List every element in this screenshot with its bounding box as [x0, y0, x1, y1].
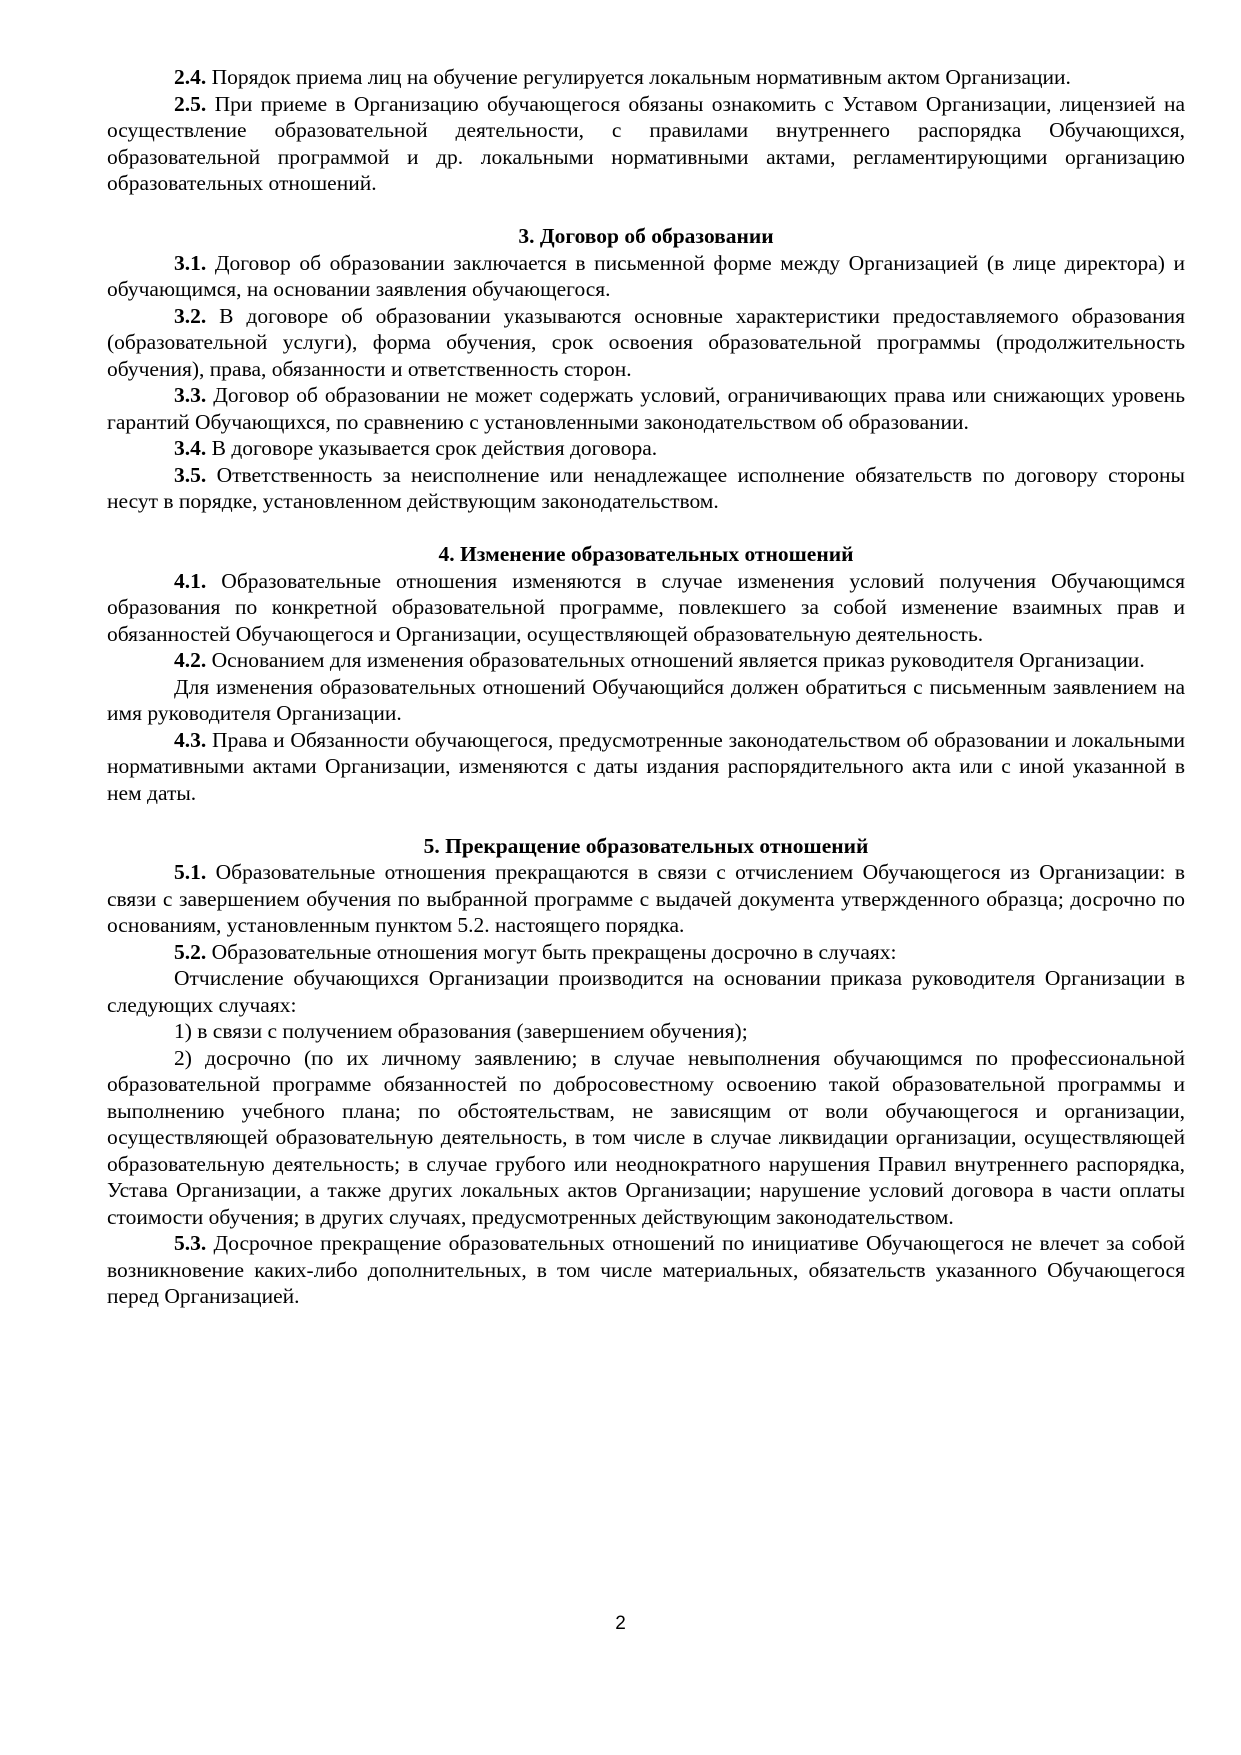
- clause-number: 3.3.: [174, 383, 207, 407]
- paragraph-5-3: [107, 1230, 1185, 1310]
- clause-text: Основанием для изменения образовательных отношений является приказ руководителя Организации.: [206, 648, 1145, 672]
- spacer: [107, 197, 1185, 224]
- clause-text: Досрочное прекращение образовательных отношений по инициативе Обучающегося не влечет за собой возникновение каких-либо дополнительных, в том числе материальных, обязательств указанного Обучающегося перед Организацией.: [107, 1231, 1185, 1308]
- clause-text: Образовательные отношения могут быть прекращены досрочно в случаях:: [206, 939, 897, 964]
- clause-text: Права и Обязанности обучающегося, предусмотренные законодательством об образовании и локальными нормативными актами Организации, изменяются с даты издания распорядительного акта или с иной указанной в нем даты.: [107, 727, 1185, 805]
- page-number: 2: [615, 1613, 626, 1634]
- clause-text: Отчисление обучающихся Организации производится на основании приказа руководителя Организации в следующих случаях:: [107, 966, 1185, 1017]
- clause-text: Для изменения образовательных отношений Обучающийся должен обратиться с письменным заявлением на имя руководителя Организации.: [107, 674, 1185, 725]
- clause-number: 5.3.: [174, 1231, 207, 1255]
- paragraph-3-1: [107, 250, 1185, 303]
- clause-text: 1) в связи с получением образования (завершением обучения);: [174, 1019, 748, 1043]
- paragraph-3-3: [107, 382, 1185, 435]
- clause-number: 5.1.: [174, 860, 207, 884]
- paragraph-2-5: [107, 91, 1185, 197]
- paragraph-4-2-note: [107, 674, 1185, 727]
- section-heading-4: 4. Изменение образовательных отношений: [438, 542, 854, 566]
- section-heading-3: 3. Договор об образовании: [518, 224, 774, 248]
- clause-number: 2.4.: [174, 65, 207, 89]
- paragraph-4-1: [107, 568, 1185, 648]
- clause-number: 4.3.: [174, 727, 207, 752]
- paragraph-5-2: [107, 939, 1185, 966]
- spacer: [107, 806, 1185, 833]
- clause-number: 3.5.: [174, 462, 207, 487]
- paragraph-3-4: [107, 435, 1185, 462]
- clause-text: В договоре указывается срок действия договора.: [206, 436, 658, 460]
- clause-text: Образовательные отношения изменяются в случае изменения условий получения Обучающимся образования по конкретной образовательной программе, повлекшего за собой изменение взаимных прав и обязанностей Обучающегося и Организации, осуществляющей образовательную деятельность.: [107, 568, 1185, 646]
- clause-text: Договор об образовании не может содержать условий, ограничивающих права или снижающих уровень гарантий Обучающихся, по сравнению с установленными законодательством об образовании.: [107, 383, 1185, 434]
- section-heading-5: 5. Прекращение образовательных отношений: [423, 833, 869, 858]
- clause-number: 4.1.: [174, 568, 207, 593]
- paragraph-5-1: [107, 859, 1185, 939]
- clause-text: Ответственность за неисполнение или ненадлежащее исполнение обязательств по договору стороны несут в порядке, установленном действующим законодательством.: [107, 462, 1185, 513]
- clause-text: Порядок приема лиц на обучение регулируется локальным нормативным актом Организации.: [206, 65, 1071, 89]
- paragraph-3-5: [107, 462, 1185, 515]
- paragraph-5-2-expulsion: [107, 965, 1185, 1018]
- clause-number: 3.1.: [174, 250, 207, 275]
- paragraph-2-4: [107, 64, 1185, 91]
- clause-text: Договор об образовании заключается в письменной форме между Организацией (в лице директора) и обучающимся, на основании заявления обучающегося.: [107, 250, 1185, 301]
- paragraph-4-3: [107, 727, 1185, 807]
- document-page: [107, 64, 1185, 1310]
- clause-number: 4.2.: [174, 648, 207, 672]
- spacer: [107, 515, 1185, 542]
- list-item-1: [107, 1018, 1185, 1045]
- paragraph-4-2: [107, 647, 1185, 674]
- clause-text: Образовательные отношения прекращаются в связи с отчислением Обучающегося из Организации: в связи с завершением обучения по выбранной программе с выдачей документа утвержденного образца; досрочно по основаниям, установленным пунктом 5.2. настоящего порядка.: [107, 860, 1185, 937]
- clause-number: 3.2.: [174, 303, 207, 328]
- clause-number: 3.4.: [174, 436, 207, 460]
- clause-text: 2) досрочно (по их личному заявлению; в случае невыполнения обучающимся по профессиональной образовательной программе обязанностей по добросовестному освоению такой образовательной программы и выполнению учебного плана; по обстоятельствам, не зависящим от воли обучающегося и организации, осуществляющей образовательную деятельность, в том числе в случае ликвидации организации, осуществляющей образовательную деятельность; в случае грубого или неоднократного нарушения Правил внутреннего распорядка, Устава Организации, а также других локальных актов Организации; нарушение условий договора в части оплаты стоимости обучения; в других случаях, предусмотренных действующим законодательством.: [107, 1045, 1185, 1229]
- clause-text: При приеме в Организацию обучающегося обязаны ознакомить с Уставом Организации, лицензией на осуществление образовательной деятельности, с правилами внутреннего распорядка Обучающихся, образовательной программой и др. локальными нормативными актами, регламентирующими организацию образовательных отношений.: [107, 91, 1185, 195]
- clause-number: 5.2.: [174, 939, 207, 964]
- paragraph-3-2: [107, 303, 1185, 383]
- clause-text: В договоре об образовании указываются основные характеристики предоставляемого образования (образовательной услуги), форма обучения, срок освоения образовательной программы (продолжительность обучения), права, обязанности и ответственность сторон.: [107, 303, 1185, 381]
- list-item-2: [107, 1045, 1185, 1231]
- clause-number: 2.5.: [174, 91, 207, 116]
